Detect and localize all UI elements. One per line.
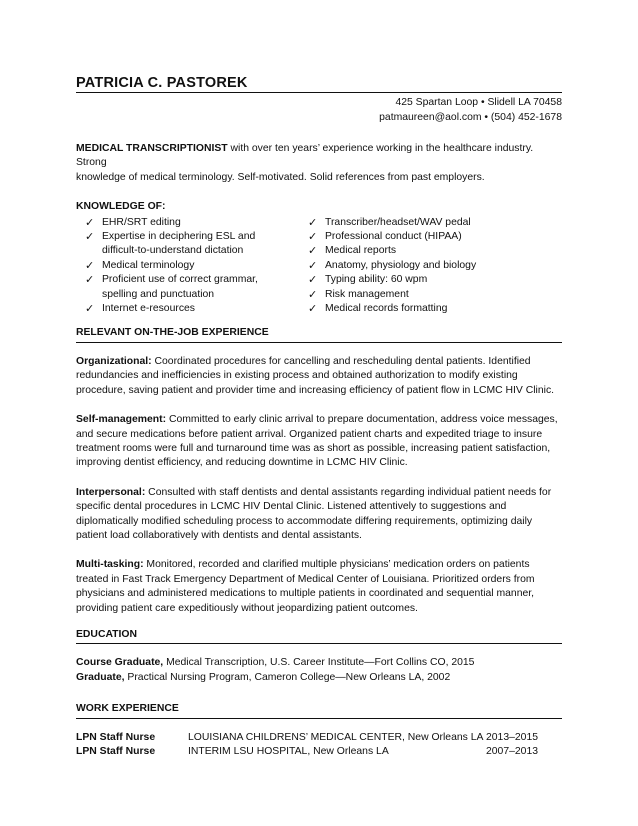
- work-place: LOUISIANA CHILDRENS’ MEDICAL CENTER, New Orleans LA: [188, 731, 484, 743]
- knowledge-item: ✓ Expertise in deciphering ESL and difficult-to-understand dictation: [85, 231, 256, 257]
- experience-multi-tasking: Multi-tasking: Monitored, recorded and clarified multiple physicians’ medication orders on patients treated in Fast Track Emergency Department of Medical Center of Louisiana. Prioritized orders from physicians and administered medications to multiple patients in coordinated and sequential manner, providing patient care expeditiously without jeopardizing patient outcomes.: [76, 559, 535, 614]
- checkmark-icon: ✓: [85, 303, 95, 316]
- checkmark-icon: ✓: [308, 259, 318, 272]
- knowledge-item: ✓ Medical reports: [308, 245, 397, 258]
- experience-section-title: RELEVANT ON-THE-JOB EXPERIENCE: [76, 326, 562, 342]
- contact-block: [76, 95, 562, 125]
- checkmark-icon: ✓: [308, 216, 318, 229]
- work-title: LPN Staff Nurse: [76, 731, 156, 743]
- knowledge-item: ✓ EHR/SRT editing: [85, 216, 181, 229]
- work-section: [76, 731, 562, 760]
- email-phone-line: patmaureen@aol.com • (504) 452-1678: [379, 112, 562, 123]
- summary-line-1: with over ten years’ experience working in the healthcare industry. Strong: [76, 143, 534, 169]
- knowledge-list: [76, 216, 562, 317]
- experience-interpersonal: Interpersonal: Consulted with staff dentists and dental assistants regarding individual patient needs for specific dental procedures in LCMC HIV Dental Clinic. Listened attentively to suggestions and diplomatically modified scheduling process to accommodate differing requirements, optimizing daily patient load collaboratively with dentists and dental assistants.: [76, 486, 552, 541]
- knowledge-item: ✓ Medical records formatting: [308, 303, 448, 316]
- education-section: [76, 656, 562, 685]
- checkmark-icon: ✓: [308, 288, 318, 301]
- work-place: INTERIM LSU HOSPITAL, New Orleans LA: [188, 746, 389, 757]
- knowledge-left-column: [76, 216, 299, 317]
- summary-title: MEDICAL TRANSCRIPTIONIST: [76, 143, 228, 154]
- knowledge-item: ✓ Transcriber/headset/WAV pedal: [308, 216, 471, 229]
- work-row: [76, 745, 562, 759]
- knowledge-right-column: [302, 216, 562, 317]
- experience-organizational: Organizational: Coordinated procedures for cancelling and rescheduling dental patients. Identified redundancies and inefficiencies in existing process and obtained authorization to modify existing procedure, saving patient and provider time and increasing efficiency of patient flow in LCMC HIV Clinic.: [76, 355, 555, 396]
- address-line: 425 Spartan Loop • Slidell LA 70458: [395, 97, 562, 108]
- checkmark-icon: ✓: [308, 245, 318, 258]
- checkmark-icon: ✓: [85, 231, 95, 244]
- education-item: Graduate, Practical Nursing Program, Cameron College—New Orleans LA, 2002: [76, 671, 451, 683]
- education-item: Course Graduate, Medical Transcription, U.S. Career Institute—Fort Collins CO, 2015: [76, 657, 475, 669]
- education-section-title: EDUCATION: [76, 628, 562, 644]
- knowledge-item: ✓ Anatomy, physiology and biology: [308, 259, 477, 272]
- knowledge-item: ✓ Internet e-resources: [85, 303, 195, 316]
- knowledge-item: ✓ Risk management: [308, 288, 409, 301]
- work-dates: 2007–2013: [486, 746, 539, 757]
- resume-page: [76, 74, 562, 759]
- summary-paragraph: [76, 142, 562, 185]
- checkmark-icon: ✓: [308, 231, 318, 244]
- work-row: [76, 731, 562, 745]
- experience-self-management: Self-management: Committed to early clinic arrival to prepare documentation, address voice messages, and secure medications before patient arrival. Organized patient charts and expedited triage to insure treatment rooms were full and turnaround time was as short as possible, increasing patient satisfaction, improving dentist efficiency, and reducing downtime in LCMC HIV Clinic.: [76, 414, 558, 469]
- knowledge-item: ✓ Proficient use of correct grammar, spelling and punctuation: [85, 274, 258, 300]
- work-dates: 2013–2015: [486, 731, 539, 743]
- candidate-name: PATRICIA C. PASTOREK: [76, 74, 562, 93]
- work-title: LPN Staff Nurse: [76, 746, 156, 757]
- summary-line-2: knowledge of medical terminology. Self-motivated. Solid references from past employers.: [76, 171, 485, 183]
- checkmark-icon: ✓: [85, 274, 95, 287]
- checkmark-icon: ✓: [308, 303, 318, 316]
- checkmark-icon: ✓: [85, 259, 95, 272]
- experience-section: [76, 355, 562, 616]
- knowledge-item: ✓ Medical terminology: [85, 259, 195, 272]
- checkmark-icon: ✓: [308, 274, 318, 287]
- work-section-title: WORK EXPERIENCE: [76, 702, 562, 718]
- knowledge-item: ✓ Typing ability: 60 wpm: [308, 274, 428, 287]
- knowledge-title: KNOWLEDGE OF:: [76, 201, 166, 213]
- knowledge-item: ✓ Professional conduct (HIPAA): [308, 231, 462, 244]
- checkmark-icon: ✓: [85, 216, 95, 229]
